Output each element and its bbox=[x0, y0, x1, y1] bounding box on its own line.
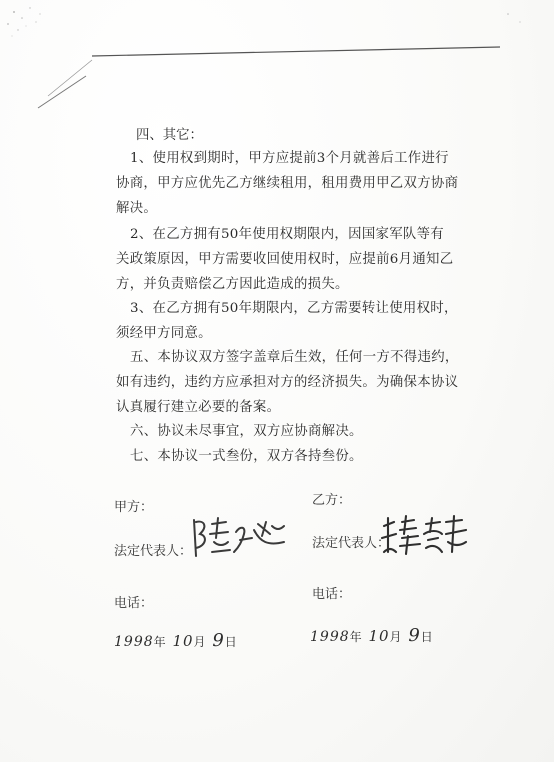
section-4-item-3 bbox=[116, 296, 470, 346]
text-line: 解决。 bbox=[116, 201, 158, 216]
party-a-rep-label: 法定代表人： bbox=[114, 544, 193, 559]
section-7: 七、本协议一式叁份，双方各持叁份。 bbox=[130, 449, 363, 464]
text-line: 1、使用权到期时，甲方应提前3个月就善后工作进行 bbox=[130, 151, 449, 166]
section-4-heading: 四、其它： bbox=[136, 128, 203, 143]
party-a-signature bbox=[188, 512, 292, 562]
date-month: 10 bbox=[368, 627, 390, 645]
section-6: 六、协议未尽事宜，双方应协商解决。 bbox=[130, 424, 363, 439]
date-year-suffix: 年 bbox=[349, 630, 363, 644]
section-5 bbox=[116, 345, 470, 420]
date-day-suffix: 日 bbox=[420, 630, 434, 644]
party-b-rep-label: 法定代表人： bbox=[312, 536, 391, 551]
party-b-label: 乙方： bbox=[312, 493, 352, 508]
party-b-date bbox=[310, 625, 434, 646]
scan-edge-marks bbox=[0, 0, 554, 120]
party-b-phone-label: 电话： bbox=[312, 587, 352, 602]
party-b-signature bbox=[380, 512, 470, 558]
date-month: 10 bbox=[172, 632, 194, 650]
date-year: 1998 bbox=[114, 634, 154, 650]
party-a-label: 甲方： bbox=[114, 500, 154, 515]
text-line: 认真履行建立必要的备案。 bbox=[116, 400, 281, 415]
text-line: 方，并负责赔偿乙方因此造成的损失。 bbox=[116, 277, 349, 292]
text-line: 协商，甲方应优先乙方继续租用，租用费用甲乙双方协商 bbox=[116, 176, 459, 191]
date-month-suffix: 月 bbox=[193, 635, 207, 649]
date-year: 1998 bbox=[310, 629, 350, 645]
date-day-suffix: 日 bbox=[224, 635, 238, 649]
diagonal-stroke-2 bbox=[48, 60, 92, 96]
date-day: 9 bbox=[212, 630, 225, 651]
section-4-item-1 bbox=[116, 146, 470, 221]
text-line: 如有违约，违约方应承担对方的经济损失。为确保本协议 bbox=[116, 375, 459, 390]
party-a-date bbox=[114, 630, 238, 651]
text-line: 五、本协议双方签字盖章后生效，任何一方不得违约， bbox=[130, 350, 459, 365]
text-line: 3、在乙方拥有50年期限内，乙方需要转让使用权时， bbox=[130, 301, 458, 316]
date-year-suffix: 年 bbox=[153, 635, 167, 649]
text-line: 关政策原因，甲方需要收回使用权时，应提前6月通知乙 bbox=[116, 252, 454, 267]
section-4-item-2 bbox=[116, 222, 470, 297]
diagonal-stroke bbox=[38, 76, 86, 108]
top-rule-line bbox=[92, 47, 500, 56]
date-day: 9 bbox=[408, 625, 421, 646]
party-a-phone-label: 电话： bbox=[114, 596, 154, 611]
text-line: 须经甲方同意。 bbox=[116, 326, 212, 341]
date-month-suffix: 月 bbox=[389, 630, 403, 644]
speckle-noise bbox=[7, 7, 521, 36]
text-line: 2、在乙方拥有50年使用权期限内，因国家军队等有 bbox=[130, 227, 444, 242]
